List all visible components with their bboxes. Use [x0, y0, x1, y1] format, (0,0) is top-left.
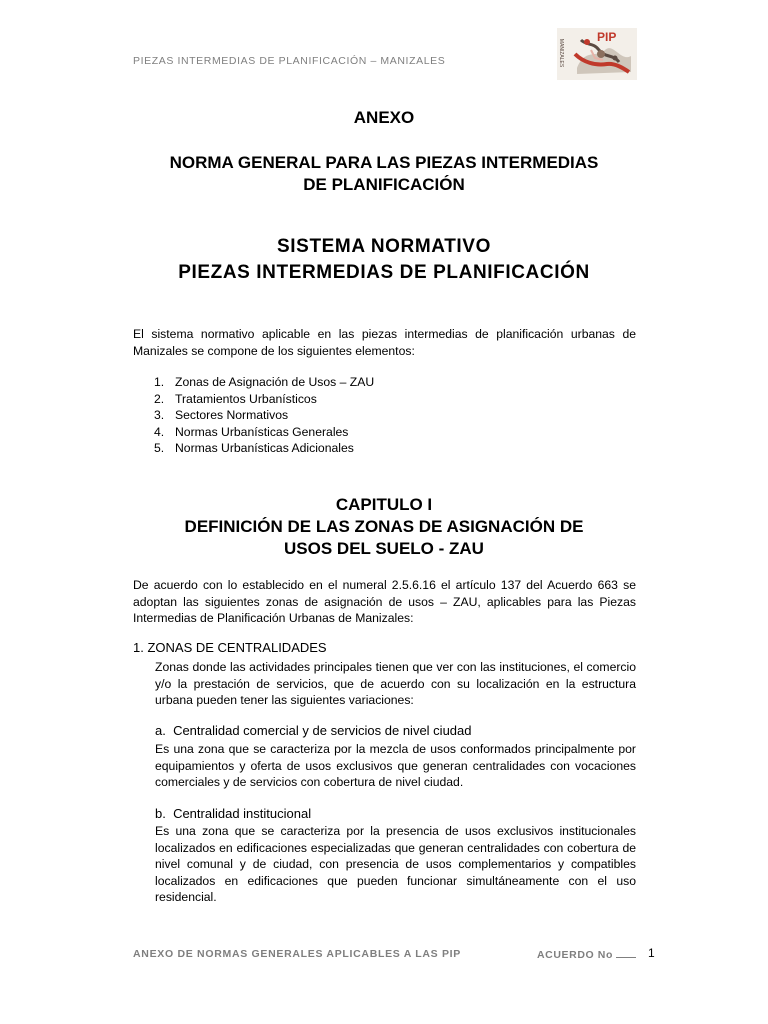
logo-side-text: MANIZALES: [558, 38, 565, 68]
page-number: 1: [648, 946, 655, 960]
acuerdo-blank-line: [616, 948, 636, 958]
chapter-heading: CAPITULO I DEFINICIÓN DE LAS ZONAS DE ASIGNACIÓN DE USOS DEL SUELO - ZAU: [184, 495, 584, 558]
elements-list: [133, 374, 374, 457]
footer-acuerdo: [537, 948, 636, 961]
list-item: 1. Zonas de Asignación de Usos – ZAU: [154, 375, 375, 389]
running-header: PIEZAS INTERMEDIAS DE PLANIFICACIÓN – MANIZALES: [133, 55, 446, 67]
subsection-title-b: b. Centralidad institucional: [155, 806, 312, 821]
subsection-text-b: Es una zona que se caracteriza por la presencia de usos exclusivos institucionales localizados en edificaciones especializadas que generan centralidades con cobertura de nivel comunal y de ciudad, con presencia de usos complementarios y compatibles localizados en edificaciones que pueden funcionar simultáneamente con el uso residencial.: [155, 824, 636, 904]
footer-title: ANEXO DE NORMAS GENERALES APLICABLES A LAS PIP: [133, 948, 461, 960]
section-title-centralidades: 1. ZONAS DE CENTRALIDADES: [133, 640, 327, 655]
system-title: SISTEMA NORMATIVO PIEZAS INTERMEDIAS DE PLANIFICACIÓN: [178, 236, 590, 283]
intro-paragraph: El sistema normativo aplicable en las piezas intermedias de planificación urbanas de Manizales se compone de los siguientes elementos:: [133, 327, 636, 358]
norm-title: NORMA GENERAL PARA LAS PIEZAS INTERMEDIAS DE PLANIFICACIÓN: [169, 153, 599, 194]
annex-title: ANEXO: [353, 108, 415, 127]
list-item: 5. Normas Urbanísticas Adicionales: [154, 441, 354, 455]
pip-logo: [557, 28, 637, 80]
list-item: 3. Sectores Normativos: [154, 408, 289, 422]
list-item: 4. Normas Urbanísticas Generales: [154, 424, 349, 439]
chapter-intro: De acuerdo con lo establecido en el numeral 2.5.6.16 el artículo 137 del Acuerdo 663 se adoptan las siguientes zonas de asignación de usos – ZAU, aplicables para las Piezas Intermedias de Planificación Urbanas de Manizales:: [133, 578, 636, 625]
section-text-centralidades: Zonas donde las actividades principales tienen que ver con las instituciones, el comercio y/o la prestación de servicios, que de acuerdo con su localización en la estructura urbana pueden tener las siguientes variaciones:: [155, 660, 636, 707]
footer-acuerdo-label: ACUERDO No: [537, 949, 613, 961]
subsection-text-a: Es una zona que se caracteriza por la mezcla de usos conformados principalmente por equipamientos y oferta de usos exclusivos que generan centralidades con vocaciones comerciales y de servicios con cobertura de nivel ciudad.: [155, 742, 636, 789]
logo-text: PIP: [597, 30, 617, 44]
subsection-title-a: a. Centralidad comercial y de servicios de nivel ciudad: [155, 723, 472, 738]
list-item: 2. Tratamientos Urbanísticos: [154, 391, 317, 406]
